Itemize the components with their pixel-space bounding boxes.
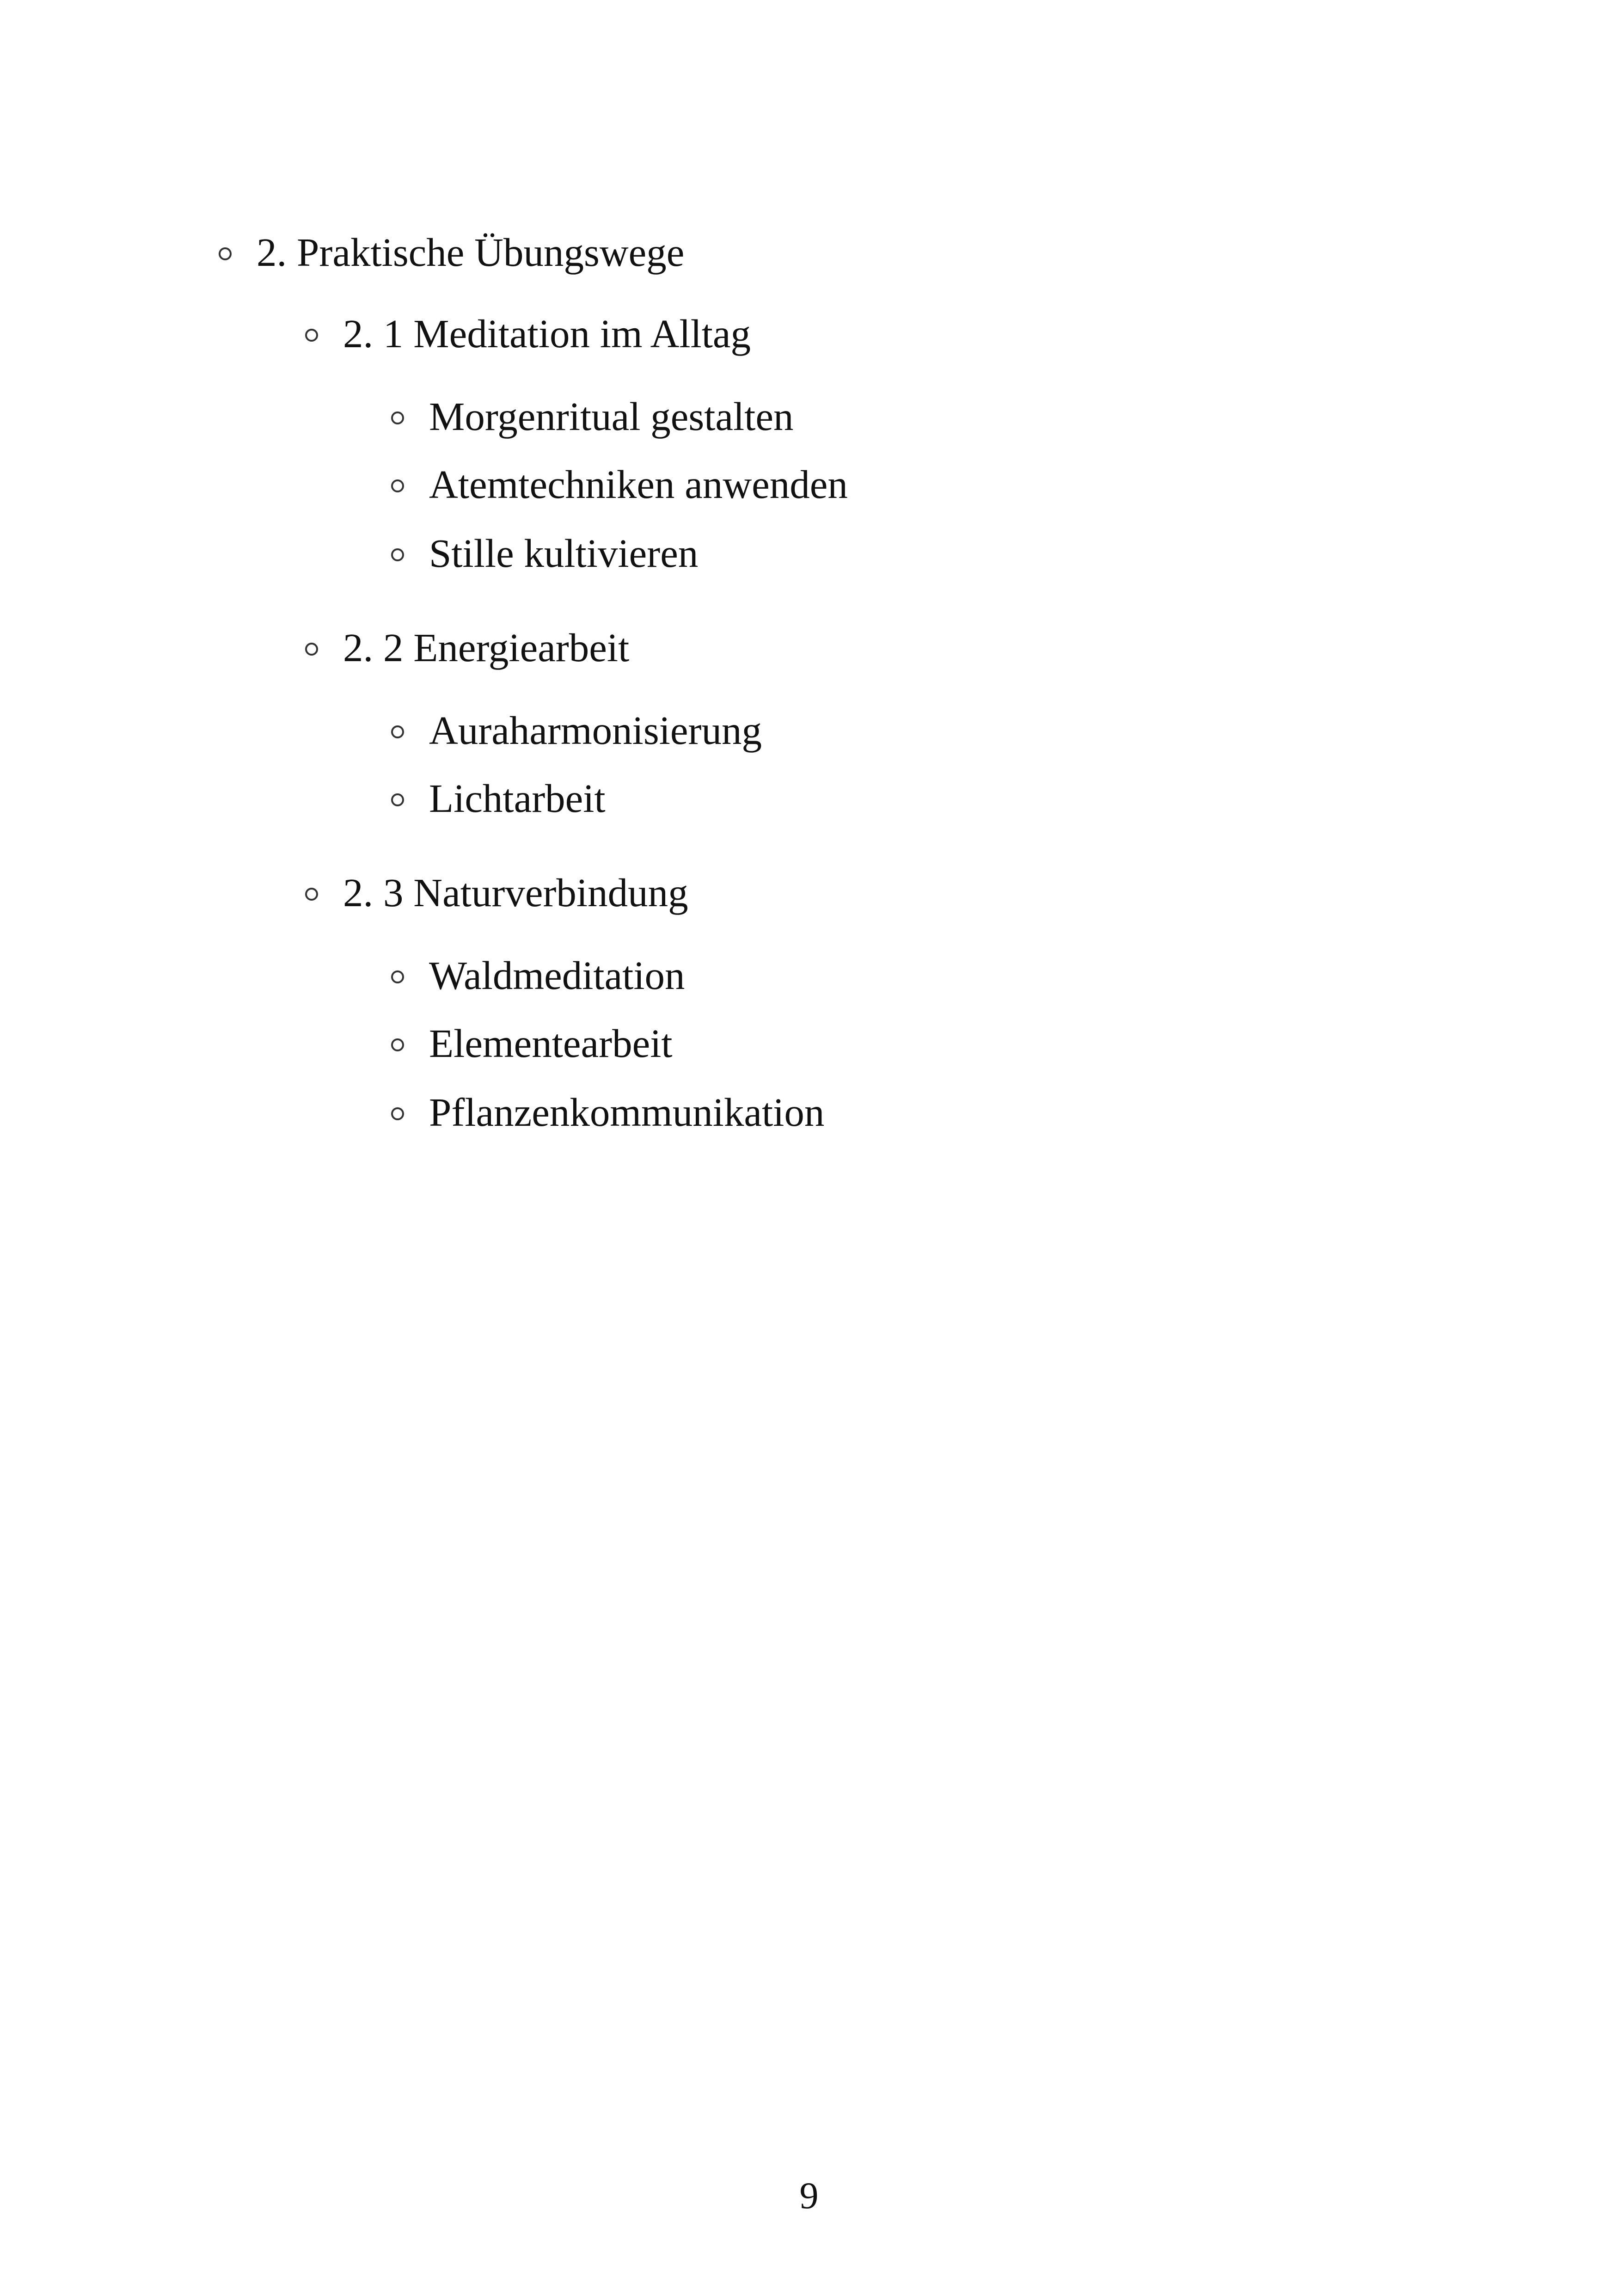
outline-item — [429, 776, 606, 821]
subsection-title: 2. 3 Naturverbindung — [343, 870, 688, 915]
hollow-circle-bullet-icon — [305, 643, 318, 656]
hollow-circle-bullet-icon — [391, 1107, 404, 1120]
item-label: Lichtarbeit — [429, 776, 606, 821]
hollow-circle-bullet-icon — [391, 411, 404, 424]
item-label: Stille kultivieren — [429, 531, 699, 576]
outline-item — [429, 708, 762, 753]
hollow-circle-bullet-icon — [391, 725, 404, 738]
outline-item — [429, 1021, 673, 1066]
hollow-circle-bullet-icon — [305, 329, 318, 342]
outline-item — [429, 462, 848, 507]
outline-section — [257, 230, 685, 275]
outline-subsection — [343, 872, 688, 913]
hollow-circle-bullet-icon — [391, 1038, 404, 1051]
outline-item — [429, 531, 699, 576]
subsection-title: 2. 2 Energiearbeit — [343, 625, 630, 670]
item-label: Pflanzenkommunikation — [429, 1090, 825, 1135]
hollow-circle-bullet-icon — [391, 548, 404, 561]
section-title: 2. Praktische Übungswege — [257, 230, 685, 275]
hollow-circle-bullet-icon — [305, 888, 318, 901]
outline-item — [429, 953, 685, 998]
outline-item — [429, 1090, 825, 1135]
item-label: Atemtechniken anwenden — [429, 462, 848, 507]
hollow-circle-bullet-icon — [391, 970, 404, 983]
item-label: Morgenritual gestalten — [429, 394, 794, 439]
hollow-circle-bullet-icon — [391, 793, 404, 806]
subsection-title: 2. 1 Meditation im Alltag — [343, 311, 751, 356]
item-label: Elementearbeit — [429, 1021, 673, 1066]
outline-item — [429, 394, 794, 439]
outline-subsection — [343, 313, 751, 354]
page-number: 9 — [799, 2174, 819, 2216]
item-label: Waldmeditation — [429, 953, 685, 998]
hollow-circle-bullet-icon — [391, 479, 404, 492]
item-label: Auraharmonisierung — [429, 708, 762, 753]
hollow-circle-bullet-icon — [219, 247, 232, 260]
outline-subsection — [343, 627, 629, 668]
